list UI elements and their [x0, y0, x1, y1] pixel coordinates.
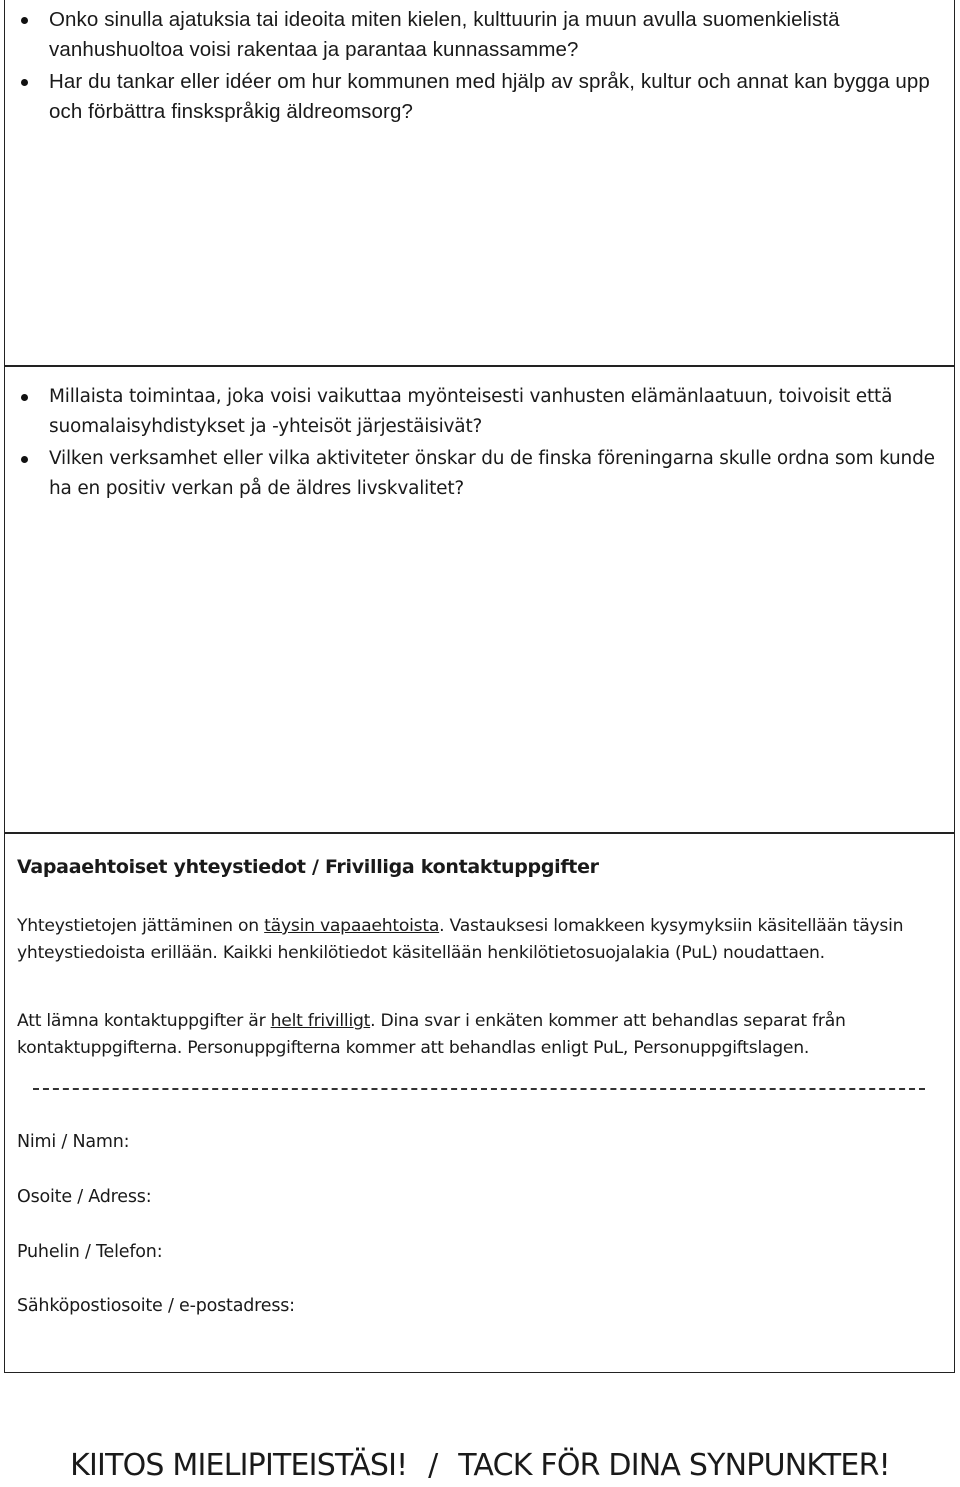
question-text-fi: Millaista toimintaa, joka voisi vaikuttaa myönteisesti vanhusten elämänlaatuun, toivoisit että suomalaisyhdistykset ja -yhteisöt järjestäisivät?: [49, 386, 893, 437]
thank-you-message: [0, 1448, 960, 1483]
bullet-icon: [21, 17, 28, 24]
question-list-2: [5, 382, 954, 506]
consent-text-sv-end: . Dina svar i enkäten kommer att behandlas separat från kontaktuppgifterna. Personuppgifterna kommer att behandlas enligt PuL, Personuppgiftslagen.: [17, 1011, 846, 1058]
phone-field-label[interactable]: Puhelin / Telefon:: [17, 1242, 163, 1262]
answer-box-1[interactable]: [4, 0, 955, 366]
bullet-icon: [21, 456, 28, 463]
thanks-fi: KIITOS MIELIPITEISTÄSI!: [70, 1448, 408, 1483]
question-item: [5, 444, 954, 504]
question-item: [5, 382, 954, 442]
question-item: [5, 67, 954, 127]
thanks-sv: TACK FÖR DINA SYNPUNKTER!: [458, 1448, 890, 1483]
email-field-label[interactable]: Sähköpostiosoite / e-postadress:: [17, 1296, 295, 1316]
answer-box-2[interactable]: [4, 366, 955, 833]
cut-line-divider: [33, 1088, 925, 1090]
consent-text-sv-underlined: helt frivilligt: [270, 1011, 371, 1031]
contact-section-title: Vapaaehtoiset yhteystiedot / Frivilliga kontaktuppgifter: [17, 856, 599, 878]
consent-text-fi: [17, 913, 940, 967]
consent-text-sv: [17, 1008, 940, 1062]
name-field-label[interactable]: Nimi / Namn:: [17, 1132, 130, 1152]
bullet-icon: [21, 79, 28, 86]
thanks-separator: /: [428, 1448, 438, 1483]
question-list-1: [5, 5, 954, 129]
bullet-icon: [21, 394, 28, 401]
consent-text-fi-underlined: täysin vapaaehtoista: [264, 916, 440, 936]
question-text-sv: Vilken verksamhet eller vilka aktiviteter önskar du de finska föreningarna skulle ordna som kunde ha en positiv verkan på de äldres livskvalitet?: [49, 448, 935, 499]
question-text-sv: Har du tankar eller idéer om hur kommunen med hjälp av språk, kultur och annat kan bygga upp och förbättra finskspråkig äldreomsorg?: [49, 70, 930, 123]
consent-text-fi-start: Yhteystietojen jättäminen on: [17, 916, 265, 936]
contact-box: [4, 833, 955, 1373]
question-text-fi: Onko sinulla ajatuksia tai ideoita miten kielen, kulttuurin ja muun avulla suomenkielistä vanhushuoltoa voisi rakentaa ja parantaa kunnassamme?: [49, 8, 840, 61]
consent-text-sv-start: Att lämna kontaktuppgifter är: [17, 1011, 271, 1031]
consent-text-fi-end: . Vastauksesi lomakkeen kysymyksiin käsitellään täysin yhteystiedoista erillään. Kaikki henkilötiedot käsitellään henkilötietosuojalakia (PuL) noudattaen.: [17, 916, 904, 963]
address-field-label[interactable]: Osoite / Adress:: [17, 1187, 152, 1207]
question-item: [5, 5, 954, 65]
